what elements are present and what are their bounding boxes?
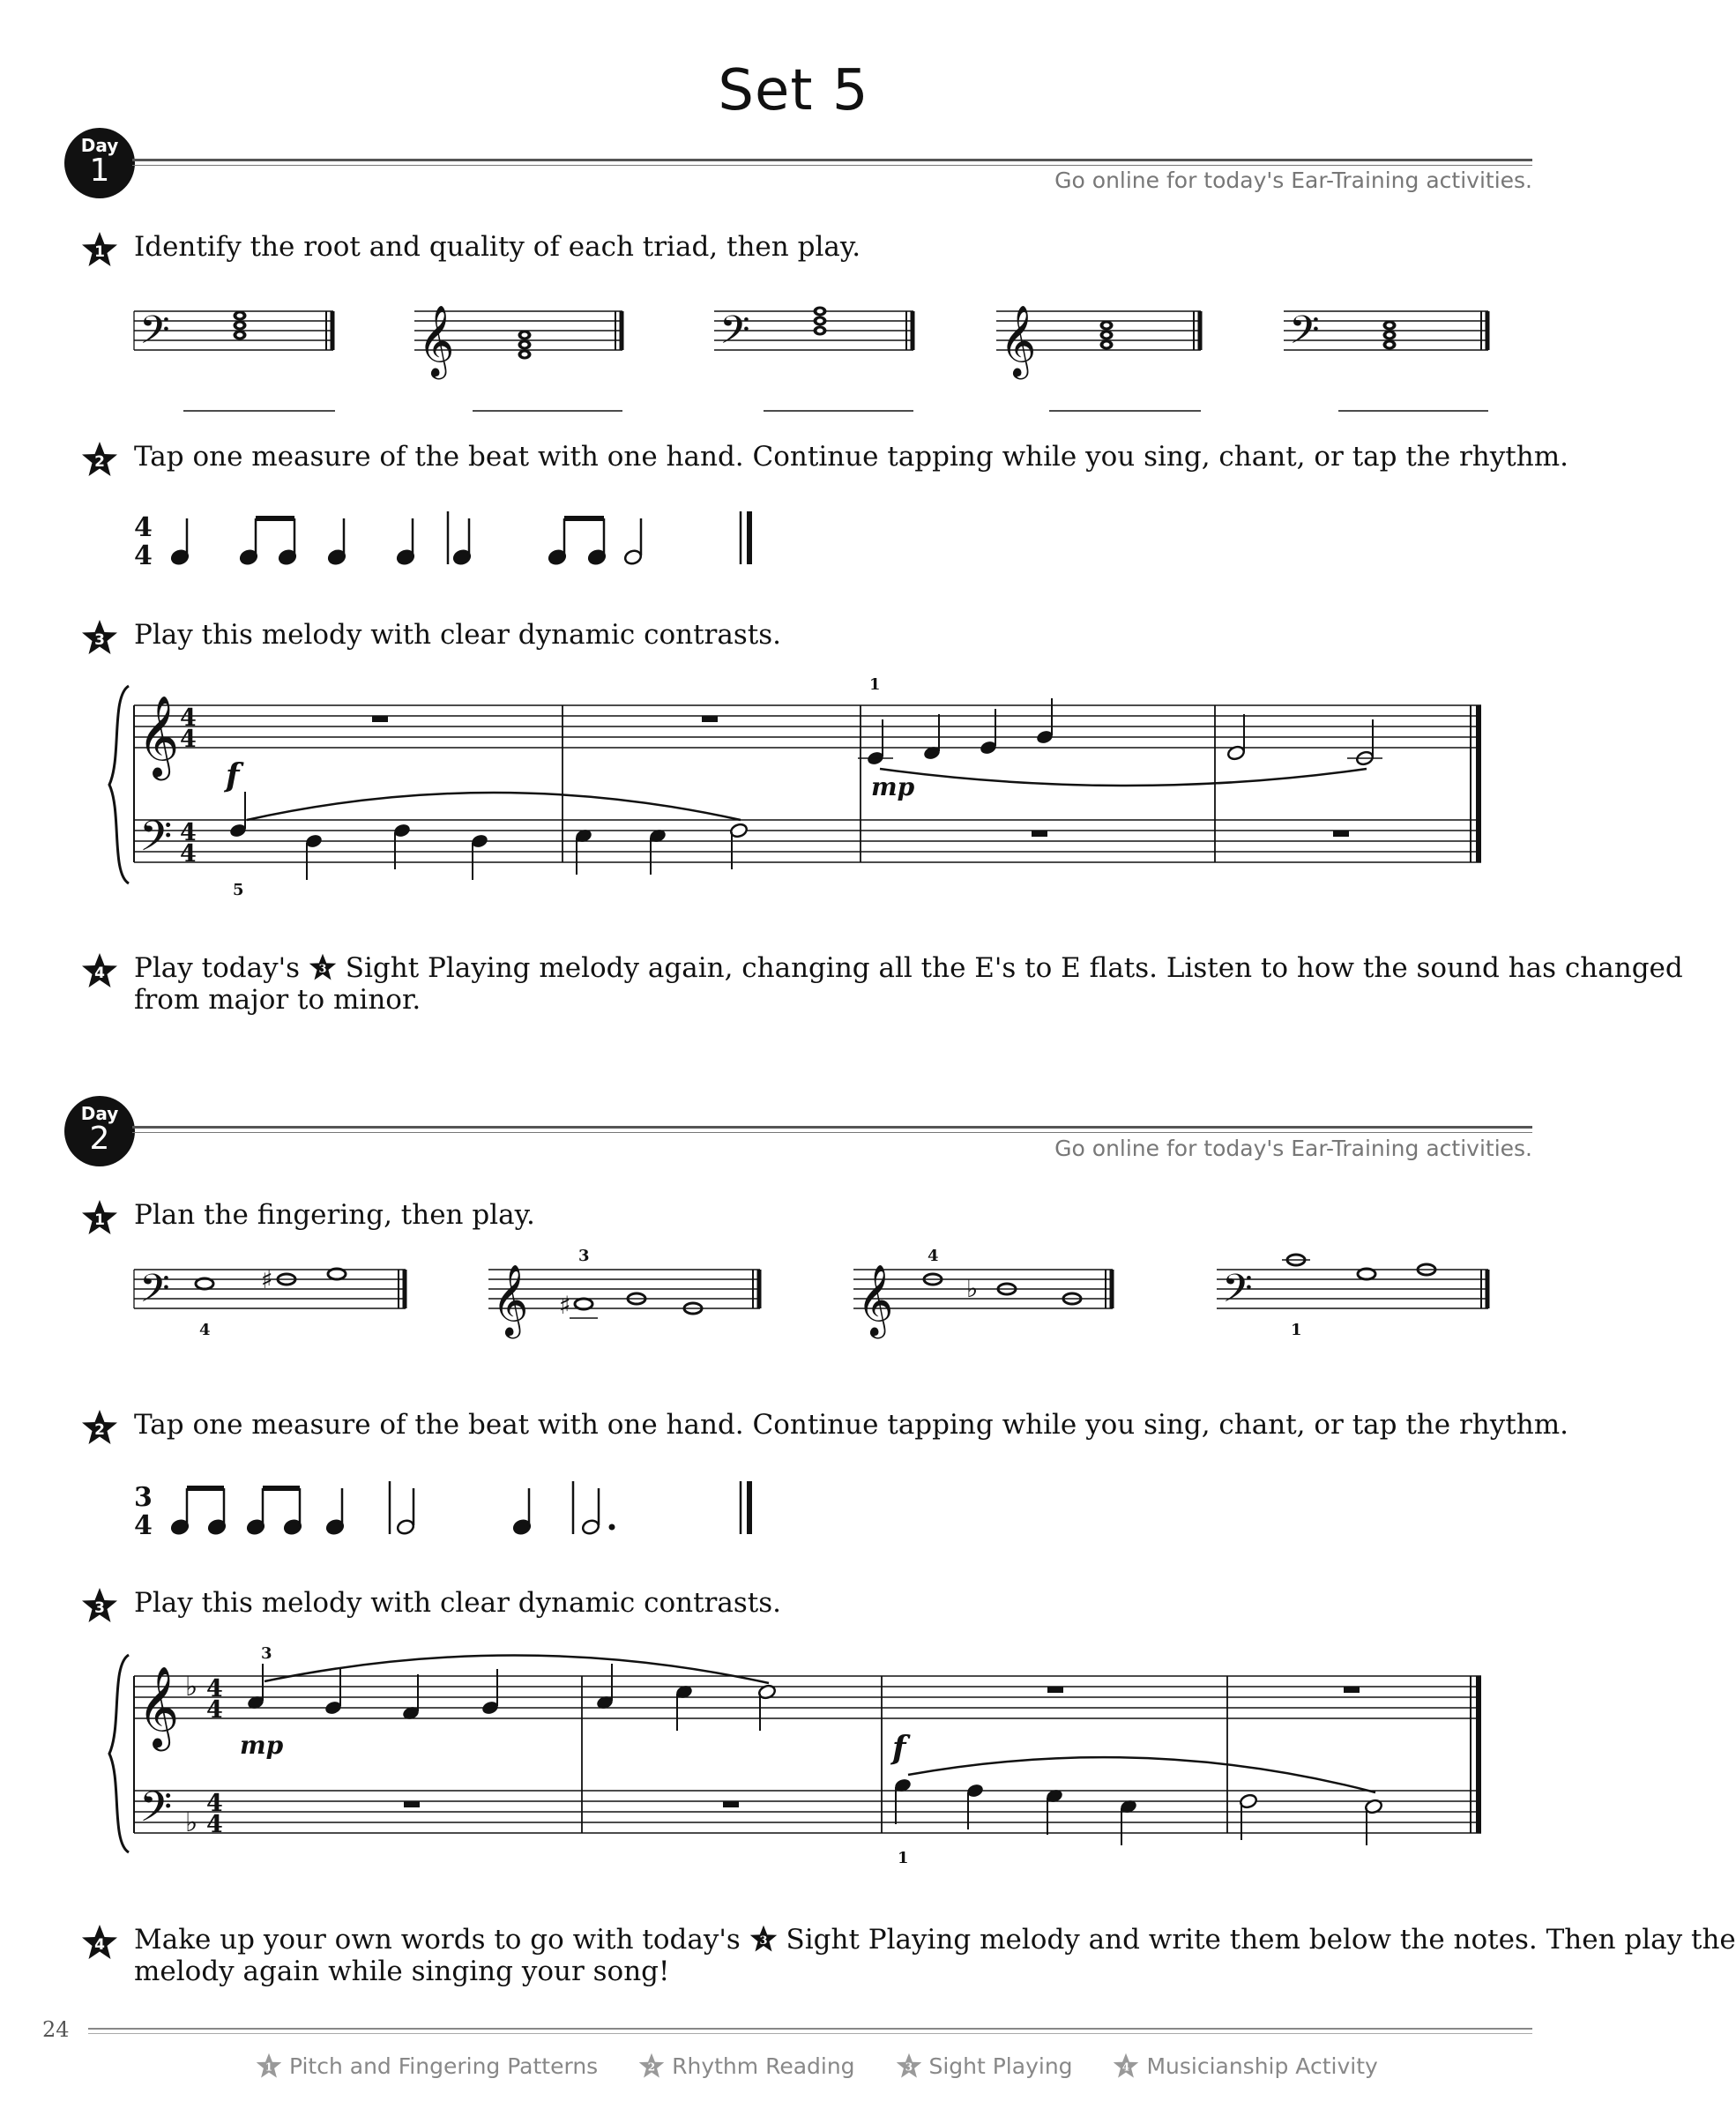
page-number: 24	[42, 2017, 70, 2042]
svg-text:𝄢: 𝄢	[139, 1265, 170, 1321]
fingering-number: 4	[199, 1321, 211, 1339]
meter-bottom: 4	[134, 540, 153, 571]
footer-rule-thin	[88, 2033, 1532, 2034]
footer-item-sight: 3 Sight Playing	[896, 2053, 1080, 2079]
star-ref-icon	[309, 953, 337, 981]
svg-text:4: 4	[94, 965, 105, 982]
online-note: Go online for today's Ear-Training activities.	[1054, 168, 1532, 193]
svg-text:2: 2	[94, 453, 105, 471]
dynamic-f: f	[226, 757, 240, 794]
footer-rule	[88, 2028, 1532, 2030]
star-1-icon	[81, 1199, 118, 1236]
sight-playing-melody	[106, 661, 1499, 899]
svg-text:♯: ♯	[261, 1265, 273, 1294]
svg-text:♯: ♯	[559, 1291, 571, 1320]
svg-text:1: 1	[94, 243, 105, 261]
svg-text:3: 3	[94, 631, 105, 649]
step-2-instruction: Tap one measure of the beat with one hand. Continue tapping while you sing, chant, or tap the rhythm.	[134, 441, 1568, 473]
star-3-icon	[896, 2053, 922, 2079]
footer-legend	[256, 2053, 1378, 2079]
svg-text:𝄞: 𝄞	[138, 695, 180, 777]
footer-item-musicianship: 4 Musicianship Activity	[1113, 2053, 1377, 2079]
svg-text:1: 1	[264, 2060, 273, 2074]
rhythm-exercise	[123, 503, 793, 573]
meter-top: 4	[134, 512, 153, 543]
star-4-icon	[81, 952, 118, 989]
star-2-icon	[81, 441, 118, 478]
day-1-badge	[64, 128, 135, 198]
fingering-number: 1	[869, 675, 881, 694]
rhythm-exercise	[123, 1472, 793, 1543]
meter-top: 3	[134, 1482, 153, 1513]
star-4-icon	[81, 1924, 118, 1961]
fingering-exercises	[123, 1234, 1499, 1349]
svg-text:𝄞: 𝄞	[1000, 304, 1037, 376]
svg-text:𝄢: 𝄢	[1222, 1265, 1253, 1321]
svg-text:𝄢: 𝄢	[139, 307, 170, 362]
day-number: 1	[89, 153, 110, 189]
svg-text:𝄞: 𝄞	[492, 1263, 529, 1336]
svg-text:♭: ♭	[185, 1807, 198, 1838]
step-4-instruction: Make up your own words to go with today's 3 Sight Playing melody and write them below the notes. Then play the	[134, 1924, 1736, 1956]
svg-text:2: 2	[647, 2060, 656, 2074]
online-note: Go online for today's Ear-Training activities.	[1054, 1136, 1532, 1161]
svg-text:𝄢: 𝄢	[139, 1782, 173, 1842]
fingering-number: 5	[233, 881, 244, 899]
footer-item-rhythm: 2 Rhythm Reading	[638, 2053, 861, 2079]
star-1-icon	[81, 231, 118, 268]
svg-text:4: 4	[206, 1790, 223, 1817]
svg-text:𝄢: 𝄢	[719, 307, 750, 362]
svg-text:𝄞: 𝄞	[418, 304, 455, 376]
svg-text:♭: ♭	[966, 1274, 979, 1303]
fingering-number: 1	[1291, 1321, 1302, 1339]
svg-text:1: 1	[94, 1211, 105, 1229]
svg-text:4: 4	[1122, 2060, 1130, 2074]
page-title: Set 5	[718, 58, 869, 123]
svg-text:4: 4	[206, 1811, 223, 1838]
svg-text:3: 3	[94, 1599, 105, 1617]
fingering-number: 3	[261, 1644, 272, 1663]
svg-text:𝄢: 𝄢	[1289, 307, 1320, 362]
star-1-icon	[256, 2053, 282, 2079]
svg-text:4: 4	[206, 1696, 223, 1724]
section-rule	[132, 159, 1532, 161]
svg-text:3: 3	[318, 963, 327, 977]
day-number: 2	[89, 1121, 110, 1157]
step-4-instruction-line2: from major to minor.	[134, 984, 421, 1016]
sight-playing-melody	[106, 1627, 1499, 1874]
fingering-number: 4	[928, 1247, 939, 1265]
step-3-instruction: Play this melody with clear dynamic contrasts.	[134, 619, 781, 651]
footer-item-pitch: 1 Pitch and Fingering Patterns	[256, 2053, 605, 2079]
star-ref-icon	[749, 1925, 778, 1953]
star-2-icon	[638, 2053, 665, 2079]
svg-text:4: 4	[180, 840, 197, 868]
star-2-icon	[81, 1409, 118, 1446]
triad-exercises	[123, 280, 1499, 421]
svg-text:𝄞: 𝄞	[138, 1665, 180, 1747]
section-rule-thin	[132, 1132, 1532, 1133]
step-3-instruction: Play this melody with clear dynamic contrasts.	[134, 1587, 781, 1619]
star-4-icon	[1113, 2053, 1139, 2079]
svg-text:4: 4	[180, 726, 197, 753]
svg-text:3: 3	[905, 2060, 913, 2074]
svg-text:2: 2	[94, 1421, 105, 1439]
step-2-instruction: Tap one measure of the beat with one hand. Continue tapping while you sing, chant, or tap the rhythm.	[134, 1409, 1568, 1441]
dynamic-mp: mp	[240, 1731, 284, 1760]
star-3-icon	[81, 619, 118, 656]
fingering-number: 3	[578, 1247, 590, 1265]
step-1-instruction: Plan the fingering, then play.	[134, 1199, 535, 1231]
day-2-badge	[64, 1096, 135, 1166]
svg-text:4: 4	[94, 1936, 105, 1954]
day-label: Day	[80, 135, 119, 156]
dynamic-mp: mp	[871, 772, 915, 801]
svg-text:♭: ♭	[185, 1672, 198, 1702]
svg-text:3: 3	[759, 1934, 768, 1948]
meter-bottom: 4	[134, 1510, 153, 1541]
svg-text:4: 4	[206, 1675, 223, 1702]
day-label: Day	[80, 1103, 119, 1124]
svg-text:𝄞: 𝄞	[857, 1263, 894, 1336]
section-rule-thin	[132, 165, 1532, 166]
svg-text:4: 4	[180, 704, 197, 732]
step-4-instruction: Play today's 3 Sight Playing melody again, changing all the E's to E flats. Listen to how the sound has changed	[134, 952, 1683, 984]
svg-text:4: 4	[180, 819, 197, 846]
dynamic-f: f	[892, 1730, 906, 1767]
section-rule	[132, 1126, 1532, 1129]
star-3-icon	[81, 1587, 118, 1624]
step-1-instruction: Identify the root and quality of each triad, then play.	[134, 231, 861, 263]
step-4-instruction-line2: melody again while singing your song!	[134, 1956, 670, 1987]
fingering-number: 1	[898, 1849, 909, 1867]
svg-text:𝄢: 𝄢	[139, 811, 173, 871]
